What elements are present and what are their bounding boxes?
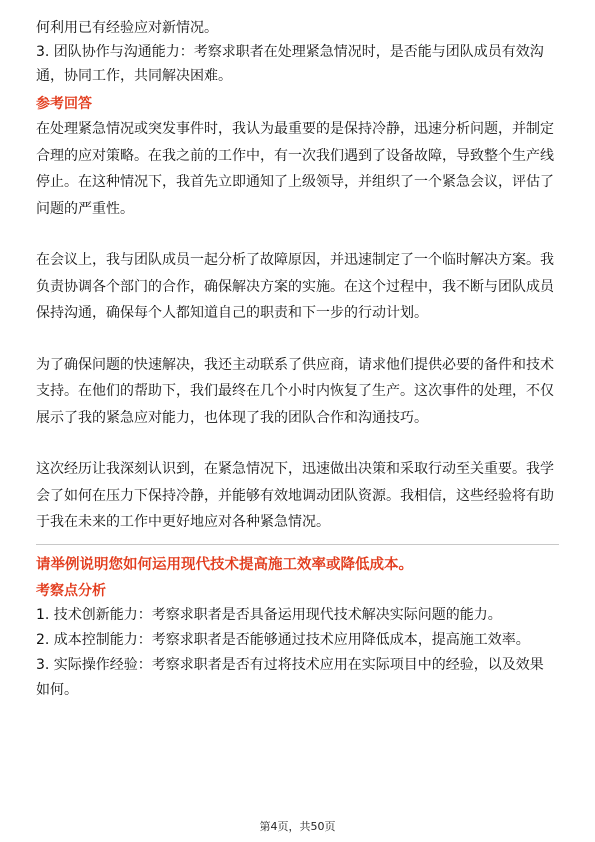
analysis-item-1: 1. 技术创新能力：考察求职者是否具备运用现代技术解决实际问题的能力。 bbox=[36, 606, 502, 623]
paragraph-spacer bbox=[36, 431, 559, 456]
criteria-item-3: 3. 团队协作与沟通能力：考察求职者在处理紧急情况时，是否能与团队成员有效沟 bbox=[36, 44, 544, 60]
analysis-item-2: 2. 成本控制能力：考察求职者是否能够通过技术应用降低成本，提高施工效率。 bbox=[36, 631, 530, 648]
document-page bbox=[36, 16, 559, 703]
page-number-footer: 第4页，共50页 bbox=[259, 820, 336, 833]
answer-paragraph-4: 这次经历让我深刻认识到，在紧急情况下，迅速做出决策和采取行动至关重要。我学会了如何在压力下保持冷静，并能够有效地调动团队资源。我相信，这些经验将有助于我在未来的工作中更好地应对各种紧急情况。 bbox=[36, 461, 554, 530]
section-divider bbox=[36, 544, 559, 545]
reference-answer-heading: 参考回答 bbox=[36, 96, 92, 112]
answer-paragraph-3: 为了确保问题的快速解决，我还主动联系了供应商，请求他们提供必要的备件和技术支持。在他们的帮助下，我们最终在几个小时内恢复了生产。这次事件的处理，不仅展示了我的紧急应对能力，也体现了我的团队合作和沟通技巧。 bbox=[36, 356, 554, 426]
analysis-item-3-continued: 如何。 bbox=[36, 681, 78, 698]
paragraph-spacer bbox=[36, 222, 559, 247]
analysis-heading: 考察点分析 bbox=[36, 582, 106, 599]
answer-paragraph-2: 在会议上，我与团队成员一起分析了故障原因，并迅速制定了一个临时解决方案。我负责协调各个部门的合作，确保解决方案的实施。在这个过程中，我不断与团队成员保持沟通，确保每个人都知道自己的职责和下一步的行动计划。 bbox=[36, 252, 554, 321]
criteria-item-3-continued: 通，协同工作，共同解决困难。 bbox=[36, 68, 232, 84]
answer-paragraph-1: 在处理紧急情况或突发事件时，我认为最重要的是保持冷静，迅速分析问题，并制定合理的应对策略。在我之前的工作中，有一次我们遇到了设备故障，导致整个生产线停止。在这种情况下，我首先立即通知了上级领导，并组织了一个紧急会议，评估了问题的严重性。 bbox=[36, 121, 554, 217]
continued-text: 何利用已有经验应对新情况。 bbox=[36, 20, 218, 36]
question-heading: 请举例说明您如何运用现代技术提高施工效率或降低成本。 bbox=[36, 556, 413, 573]
analysis-item-3: 3. 实际操作经验：考察求职者是否有过将技术应用在实际项目中的经验，以及效果 bbox=[36, 656, 544, 673]
paragraph-spacer bbox=[36, 327, 559, 352]
